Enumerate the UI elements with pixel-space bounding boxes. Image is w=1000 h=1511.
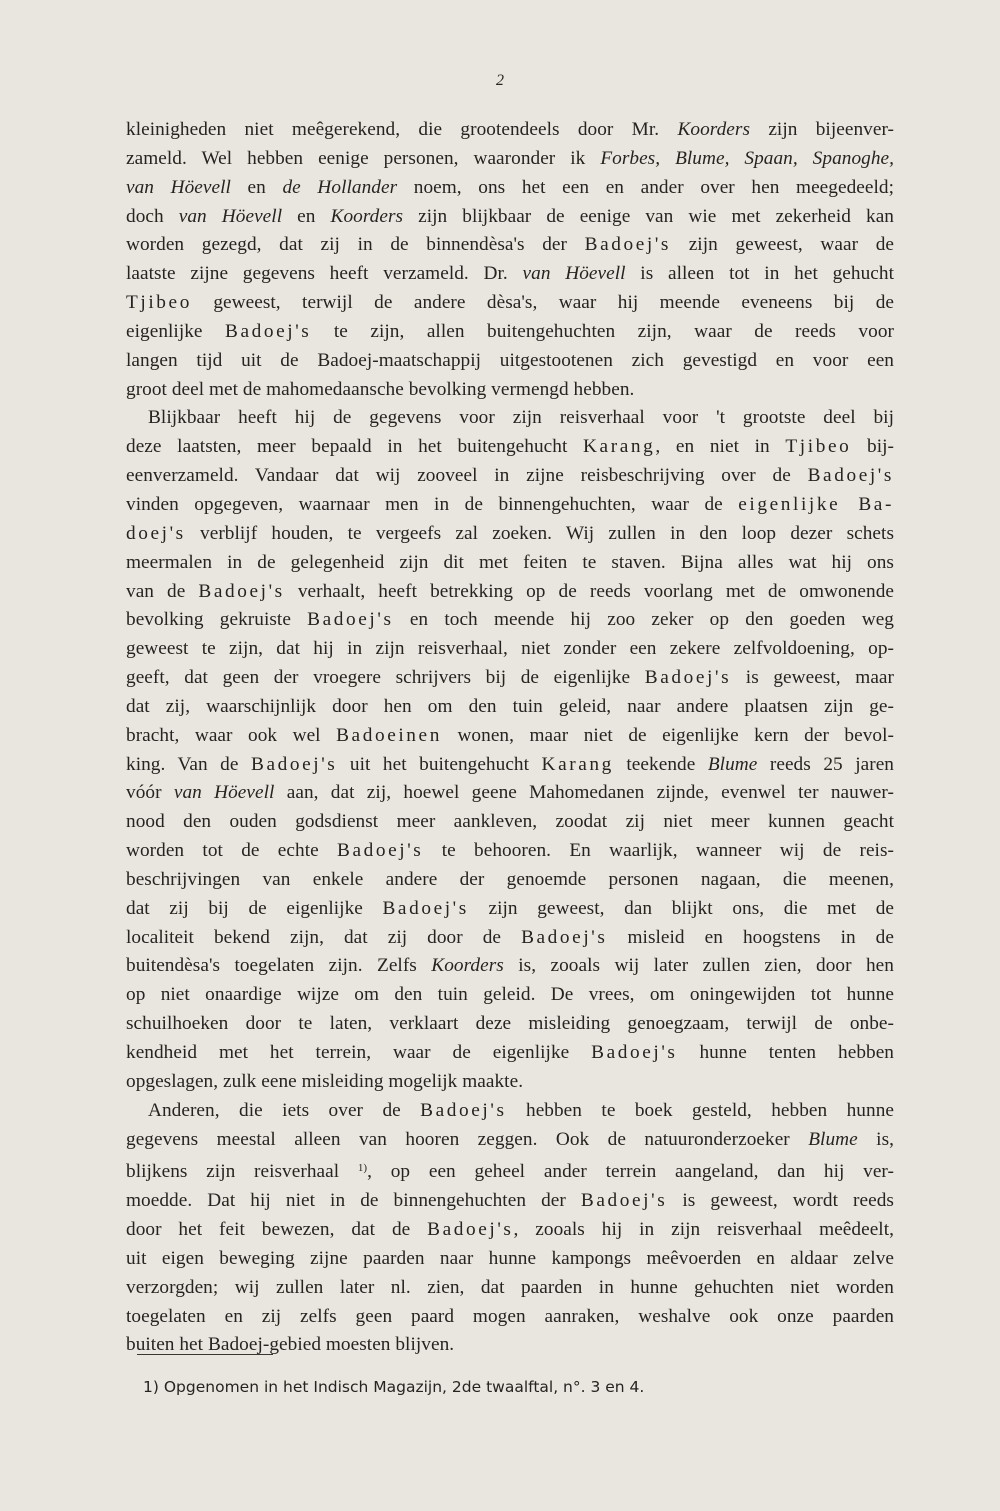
text-line: schuilhoeken door te laten, verklaart deze misleiding genoegzaam, terwijl de onbe- (126, 1013, 894, 1035)
text-line: meermalen in de gelegenheid zijn dit met feiten te staven. Bijna alles wat hij ons (126, 551, 894, 573)
spaced-text: Badoeinen (336, 724, 442, 746)
italic-text: van Höevell (126, 176, 231, 198)
text-line: bracht, waar ook wel Badoeinen wonen, maar niet de eigenlijke kern der bevol- (126, 724, 894, 746)
text-line: geweest te zijn, dat hij in zijn reisverhaal, niet zonder een zekere zelfvoldoening, op- (126, 638, 894, 660)
text-line: geeft, dat geen der vroegere schrijvers bij de eigenlijke Badoej's is geweest, maar (126, 667, 895, 689)
text-line: Blijkbaar heeft hij de gegevens voor zijn reisverhaal voor 't grootste deel bij (148, 407, 894, 429)
text-line: vóór van Höevell aan, dat zij, hoewel geene Mahomedanen zijnde, evenwel ter nauwer- (126, 782, 894, 804)
text-line: eigenlijke Badoej's te zijn, allen buitengehuchten zijn, waar de reeds voor (126, 320, 894, 342)
text-line: doej's verblijf houden, te vergeefs zal zoeken. Wij zullen in den loop dezer schets (126, 522, 894, 544)
text-line: deze laatsten, meer bepaald in het buitengehucht Karang, en niet in Tjibeo bij- (126, 436, 894, 458)
italic-text: Blume (707, 753, 758, 775)
spaced-text: Badoej's (420, 1099, 507, 1121)
text-line: opgeslagen, zulk eene misleiding mogelijk maakte. (126, 1070, 524, 1092)
italic-text: Koorders (677, 119, 751, 140)
text-line: groot deel met de mahomedaansche bevolking vermengd hebben. (126, 378, 635, 400)
spaced-text: Badoej's (644, 667, 732, 689)
italic-text: Koorders (431, 955, 504, 977)
spaced-text: Badoej's (584, 234, 672, 256)
text-line: worden tot de echte Badoej's te behooren. En waarlijk, wanneer wij de reis- (126, 840, 894, 862)
spaced-text: doej's (126, 522, 186, 544)
text-line: Tjibeo geweest, terwijl de andere dèsa's, waar hij meende eveneens bij de (126, 292, 894, 314)
spaced-text: Badoej's (307, 609, 394, 631)
spaced-text: eigenlijke Ba- (738, 493, 894, 515)
text-line: bevolking gekruiste Badoej's en toch meende hij zoo zeker op den goeden weg (126, 609, 894, 631)
spaced-text: Badoej's (198, 580, 285, 602)
text-line: moedde. Dat hij niet in de binnengehuchten der Badoej's is geweest, wordt reeds (126, 1190, 894, 1212)
spaced-text: Badoej's (382, 897, 469, 919)
footnote (143, 1378, 823, 1396)
footnote-marker: 1) (143, 1378, 159, 1396)
text-line: dat zij bij de eigenlijke Badoej's zijn geweest, dan blijkt ons, die met de (126, 897, 894, 919)
text-line: nood den ouden godsdienst meer aankleven, zoodat zij niet meer kunnen geacht (126, 811, 894, 833)
text-line: doch van Höevell en Koorders zijn blijkbaar de eenige van wie met zekerheid kan (126, 205, 895, 227)
text-line: vinden opgegeven, waarnaar men in de binnengehuchten, waar de eigenlijke Ba- (126, 493, 894, 515)
footnote-divider (137, 1354, 273, 1355)
spaced-text: Badoej's (807, 465, 894, 487)
italic-text: Koorders (330, 205, 404, 227)
text-line: van de Badoej's verhaalt, heeft betrekking op de reeds voorlang met de omwonende (126, 580, 894, 602)
italic-text: Forbes, Blume, Spaan, Spanoghe, (600, 147, 894, 169)
text-line: zameld. Wel hebben eenige personen, waaronder ik Forbes, Blume, Spaan, Spanoghe, (126, 147, 894, 169)
text-line: op niet onaardige wijze om den tuin geleid. De vrees, om oningewijden tot hunne (126, 984, 894, 1006)
spaced-text: Tjibeo (126, 292, 192, 314)
text-line: verzorgden; wij zullen later nl. zien, dat paarden in hunne gehuchten niet worden (126, 1276, 894, 1298)
text-line: kendheid met het terrein, waar de eigenlijke Badoej's hunne tenten hebben (126, 1042, 894, 1063)
text-line: localiteit bekend zijn, dat zij door de Badoej's misleid en hoogstens in de (126, 926, 894, 948)
italic-text: Blume (808, 1128, 858, 1150)
text-line: laatste zijne gegevens heeft verzameld. Dr. van Höevell is alleen tot in het gehucht (126, 263, 894, 285)
italic-text: van Höevell (522, 263, 626, 285)
text-line: door het feit bewezen, dat de Badoej's, zooals hij in zijn reisverhaal meêdeelt, (126, 1219, 894, 1241)
spaced-text: Karang (583, 436, 656, 458)
footnote-text: Opgenomen in het Indisch Magazijn, 2de twaalftal, n°. 3 en 4. (163, 1378, 645, 1396)
text-line: uit eigen beweging zijne paarden naar hunne kampongs meêvoerden en aldaar zelve (126, 1247, 894, 1269)
footnote-reference: 1) (357, 1162, 368, 1175)
text-line: kleinigheden niet meêgerekend, die grootendeels door Mr. Koorders zijn bijeenver- (126, 119, 895, 140)
text-line: gegevens meestal alleen van hooren zeggen. Ook de natuuronderzoeker Blume is, (126, 1128, 894, 1150)
text-line: toegelaten en zij zelfs geen paard mogen aanraken, weshalve ook onze paarden (126, 1305, 894, 1327)
text-line: van Höevell en de Hollander noem, ons het een en ander over hen meegedeeld; (126, 176, 894, 198)
italic-text: van Höevell (173, 782, 275, 804)
spaced-text: Badoej's (521, 926, 608, 948)
spaced-text: Tjibeo (785, 436, 852, 458)
italic-text: van Höevell (178, 205, 283, 227)
page-number: 2 (496, 72, 504, 89)
text-line: dat zij, waarschijnlijk door hen om den tuin geleid, naar andere plaatsen zijn ge- (126, 695, 894, 717)
text-line: buiten het Badoej-gebied moesten blijven. (126, 1334, 455, 1356)
text-line: king. Van de Badoej's uit het buitengehucht Karang teekende Blume reeds 25 jaren (126, 753, 895, 775)
spaced-text: Badoej's (580, 1190, 668, 1212)
spaced-text: Karang (541, 753, 614, 775)
body-text (126, 116, 894, 1360)
text-line: eenverzameld. Vandaar dat wij zooveel in zijne reisbeschrijving over de Badoej's (126, 465, 894, 487)
text-line: beschrijvingen van enkele andere der genoemde personen nagaan, die meenen, (126, 868, 894, 890)
text-line: worden gezegd, dat zij in de binnendèsa's der Badoej's zijn geweest, waar de (126, 234, 895, 256)
text-line: buitendèsa's toegelaten zijn. Zelfs Koorders is, zooals wij later zullen zien, door hen (126, 955, 894, 977)
text-line: Anderen, die iets over de Badoej's hebben te boek gesteld, hebben hunne (148, 1099, 894, 1121)
text-line: langen tijd uit de Badoej-maatschappij uitgestootenen zich gevestigd en voor een (126, 349, 894, 371)
italic-text: de Hollander (282, 176, 398, 198)
text-line: blijkens zijn reisverhaal $^{1)}$, op een geheel ander terrein aangeland, dan hij ver- (126, 1161, 894, 1183)
spaced-text: Badoej's (427, 1219, 514, 1241)
spaced-text: Badoej's (337, 840, 424, 862)
spaced-text: Badoej's (225, 320, 312, 342)
spaced-text: Badoej's (250, 753, 338, 775)
spaced-text: Badoej's (591, 1042, 678, 1063)
